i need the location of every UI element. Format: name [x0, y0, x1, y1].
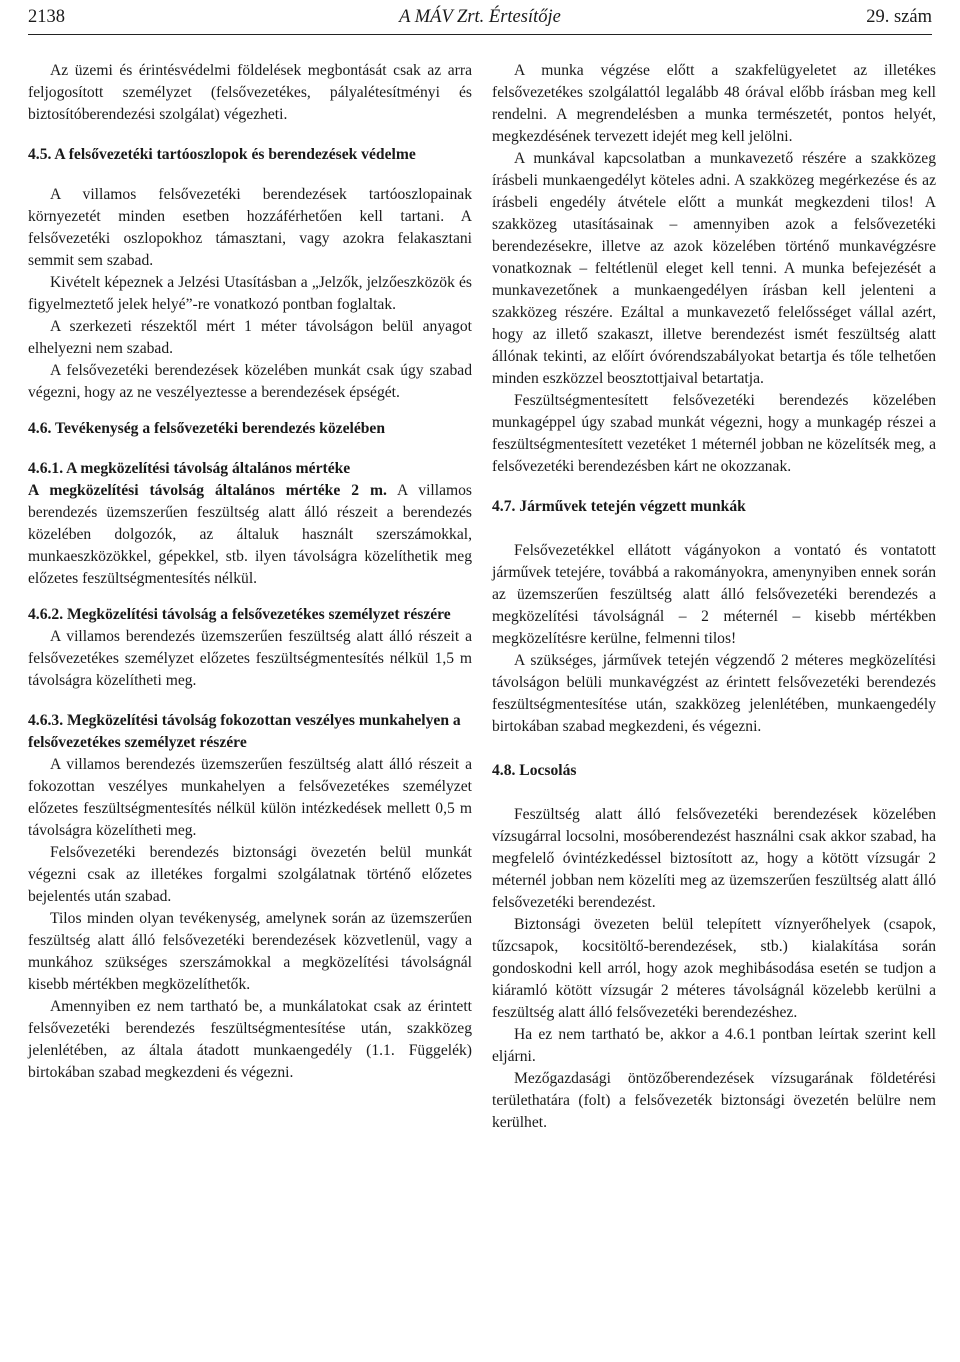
- header-rule: [28, 34, 932, 35]
- paragraph: A munka végzése előtt a szakfelügyeletet az illetékes felsővezetékes szolgálattól legalább 48 órával előbb írásban meg kell rendelni. A megrendelésben a munka természetét, pontos helyét, megkezdésének tervezett idejét meg kell jelölni.: [492, 62, 936, 145]
- paragraph: Feszültségmentesített felsővezetéki berendezés közelében munkagéppel úgy szabad munkát végezni, hogy a munkagép részei a feszültségmentesített vezetéket 1 méternél jobban ne közelítsék meg, a felsővezetéki berendezésben kárt ne okozzanak.: [492, 392, 936, 475]
- paragraph: Feszültség alatt álló felsővezetéki berendezések közelében vízsugárral locsolni, mosóberendezést használni csak akkor szabad, ha megfelelő óvintézkedéssel biztosított az, hogy a kötött vízsugár 2 méternél jobban nem közelíti meg az üzemszerűen feszültség alatt álló felsővezetéki berendezést.: [492, 806, 936, 911]
- paragraph: A felsővezetéki berendezések közelében munkát csak úgy szabad végezni, hogy az ne veszélyeztesse a berendezések épségét.: [28, 362, 472, 401]
- paragraph: A villamos berendezés üzemszerűen feszültség alatt álló részeit a felsővezetékes személyzet előzetes feszültségmentesítés nélkül 1,5 m távolságra közelítheti meg.: [28, 628, 472, 689]
- paragraph: A munkával kapcsolatban a munkavezető részére a szakközeg írásbeli munkaengedélyt köteles adni. A szakközeg megérkezése és az írásbeli engedély átvétele előtt a munkát megkezdeni tilos! A szakközeg utasításainak – amennyiben azok a felsővezetéki berendezésekre, illetve az azok közelében történő munkavégzésre vonatkoznak – feltétlenül eleget kell tenni. A munka befejezését a munkavezetőnek a munkaengedélyen írásban kell jelenteni a szakközeg részére. Ezáltal a munkavezető felelősséget vállal azért, hogy az illető szakaszt, illetve berendezést ismét feszültség alatt állónak tekinti, az előírt óvórendszabályokat betartja és tőle telhetően minden eszközzel beosztottjaival betartatja.: [492, 150, 936, 387]
- subsection-heading-4-6-3: 4.6.3. Megközelítési távolság fokozottan veszélyes munkahelyen a felsővezetékes személyzet részére: [28, 712, 461, 751]
- paragraph: Felsővezetékkel ellátott vágányokon a vontató és vontatott járművek tetejére, továbbá a rakományokra, amenynyiben ennek során az üzemszerűen feszültség alatt álló felsővezetéki berendezés a megközelítési távolságnál – 2 méternél – kisebb mértékben megközelítésre kerülne, felmenni tilos!: [492, 542, 936, 647]
- page-number: 2138: [28, 7, 65, 27]
- paragraph: Felsővezetéki berendezés biztonsági övezetén belül munkát végezni csak az illetékes forgalmi szolgálatnak történő előzetes bejelentés után szabad.: [28, 844, 472, 905]
- bold-lead: A megközelítési távolság általános mértéke 2 m.: [28, 482, 387, 499]
- page-header: [28, 4, 932, 34]
- paragraph: A szükséges, járművek tetején végzendő 2 méteres megközelítési távolságon belüli munkavégzést az érintett felsővezetéki berendezés feszültségmentesítése után, szakközeg jelenlétében, munkaengedély birtokában szabad megkezdeni, és végezni.: [492, 652, 936, 735]
- subsection-heading-4-6-1: 4.6.1. A megközelítési távolság általános mértéke: [28, 460, 351, 477]
- paragraph: Mezőgazdasági öntözőberendezések vízsugarának földetérési területhatára (folt) a felsővezeték biztonsági övezetén belülre nem kerülhet.: [492, 1070, 936, 1131]
- section-heading-4-7: 4.7. Járművek tetején végzett munkák: [492, 498, 746, 515]
- paragraph-4-6-1: [28, 480, 472, 590]
- section-heading-4-8: 4.8. Locsolás: [492, 762, 577, 779]
- paragraph: A szerkezeti részektől mért 1 méter távolságon belül anyagot elhelyezni nem szabad.: [28, 318, 472, 357]
- paragraph: A villamos felsővezetéki berendezések tartóoszlopainak környezetét minden esetben hozzáférhetően kell tartani. A felsővezetéki oszlopokhoz támasztani, vagy azokra felakasztani semmit sem szabad.: [28, 186, 472, 269]
- left-column: [28, 60, 472, 1084]
- issue-number: 29. szám: [866, 7, 932, 27]
- section-heading-4-5: 4.5. A felsővezetéki tartóoszlopok és berendezések védelme: [28, 146, 416, 163]
- right-column: [492, 60, 936, 1134]
- paragraph: Biztonsági övezeten belül telepített víznyerőhelyek (csapok, tűzcsapok, kocsitöltő-berendezések, stb.) kialakítása során gondoskodni kell arról, hogy azok meghibásodása esetén se tudjon a kiáramló kötött vízsugár 2 méteres távolságnál közelebb kerülni a feszültség alatt álló felsővezetéki berendezéshez.: [492, 916, 936, 1021]
- paragraph-text: A villamos berendezés üzemszerűen feszültség alatt álló részeit a berendezés közelében dolgozók, az általuk használt szerszámokkal, munkaeszközökkel, gépekkel, stb. ilyen távolságra közelíthetik meg előzetes feszültségmentesítés nélkül.: [28, 482, 472, 587]
- paragraph: Ha ez nem tartható be, akkor a 4.6.1 pontban leírtak szerint kell eljárni.: [492, 1026, 936, 1065]
- subsection-heading-4-6-2: 4.6.2. Megközelítési távolság a felsővezetékes személyzet részére: [28, 606, 451, 623]
- paragraph: Kivételt képeznek a Jelzési Utasításban a „Jelzők, jelzőeszközök és figyelmeztető jelek helyé”-re vonatkozó pontban foglaltak.: [28, 274, 472, 313]
- paragraph: Az üzemi és érintésvédelmi földelések megbontását csak az arra feljogosított személyzet (felsővezetékes, pályalétesítményi és biztosítóberendezési szolgálat) végezheti.: [28, 62, 472, 123]
- paragraph: Tilos minden olyan tevékenység, amelynek során az üzemszerűen feszültség alatt álló felsővezetéki berendezések közvetlenül, vagy a munkához szükséges szerszámokkal a megközelítési távolságnál kisebb mértékben megközelíthetők.: [28, 910, 472, 993]
- journal-title: A MÁV Zrt. Értesítője: [399, 7, 561, 27]
- section-heading-4-6: 4.6. Tevékenység a felsővezetéki berendezés közelében: [28, 420, 386, 437]
- paragraph: A villamos berendezés üzemszerűen feszültség alatt álló részeit a fokozottan veszélyes munkahelyen a felsővezetékes személyzet előzetes feszültségmentesítés nélkül külön intézkedések mellett 0,5 m távolságra közelítheti meg.: [28, 756, 472, 839]
- paragraph: Amennyiben ez nem tartható be, a munkálatokat csak az érintett felsővezetéki berendezés feszültségmentesítése után, szakközeg jelenlétében, az általa átadott munkaengedély (1.1. Függelék) birtokában szabad megkezdeni és végezni.: [28, 998, 472, 1081]
